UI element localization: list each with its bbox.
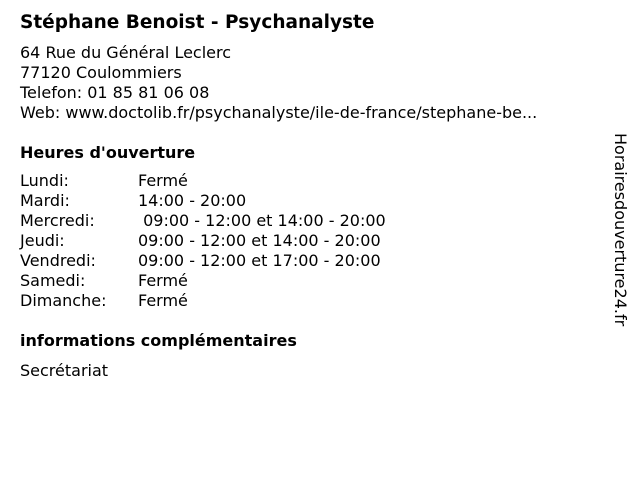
day-hours: 14:00 - 20:00: [138, 191, 247, 210]
day-hours: 09:00 - 12:00 et 14:00 - 20:00: [138, 231, 381, 250]
day-hours: Fermé: [138, 271, 188, 290]
day-hours: 09:00 - 12:00 et 14:00 - 20:00: [138, 211, 386, 230]
day-hours: Fermé: [138, 291, 188, 310]
day-label: Samedi:: [20, 271, 86, 290]
phone-number: Telefon: 01 85 81 06 08: [20, 83, 210, 102]
hours-row-friday: [20, 251, 600, 271]
business-card: [20, 11, 600, 381]
day-label: Mercredi:: [20, 211, 95, 230]
info-text: Secrétariat: [20, 361, 109, 380]
day-hours: 09:00 - 12:00 et 17:00 - 20:00: [138, 251, 381, 270]
hours-row-thursday: [20, 231, 600, 251]
day-label: Mardi:: [20, 191, 70, 210]
hours-row-tuesday: [20, 191, 600, 211]
business-name: Stéphane Benoist - Psychanalyste: [20, 12, 375, 33]
website-link[interactable]: Web: www.doctolib.fr/psychanalyste/ile-de-france/stephane-be...: [20, 103, 538, 122]
city-address: 77120 Coulommiers: [20, 63, 182, 82]
hours-table: [20, 171, 600, 311]
day-hours: Fermé: [138, 171, 188, 190]
hours-row-monday: [20, 171, 600, 191]
day-label: Lundi:: [20, 171, 69, 190]
info-heading: informations complémentaires: [20, 331, 297, 350]
hours-row-saturday: [20, 271, 600, 291]
address-block: [20, 43, 600, 123]
street-address: 64 Rue du Général Leclerc: [20, 43, 232, 62]
hours-row-wednesday: [20, 211, 600, 231]
day-label: Vendredi:: [20, 251, 96, 270]
hours-row-sunday: [20, 291, 600, 311]
day-label: Jeudi:: [20, 231, 65, 250]
site-brand[interactable]: Horairesdouverture24.fr: [611, 133, 630, 327]
day-label: Dimanche:: [20, 291, 107, 310]
hours-heading: Heures d'ouverture: [20, 143, 196, 162]
